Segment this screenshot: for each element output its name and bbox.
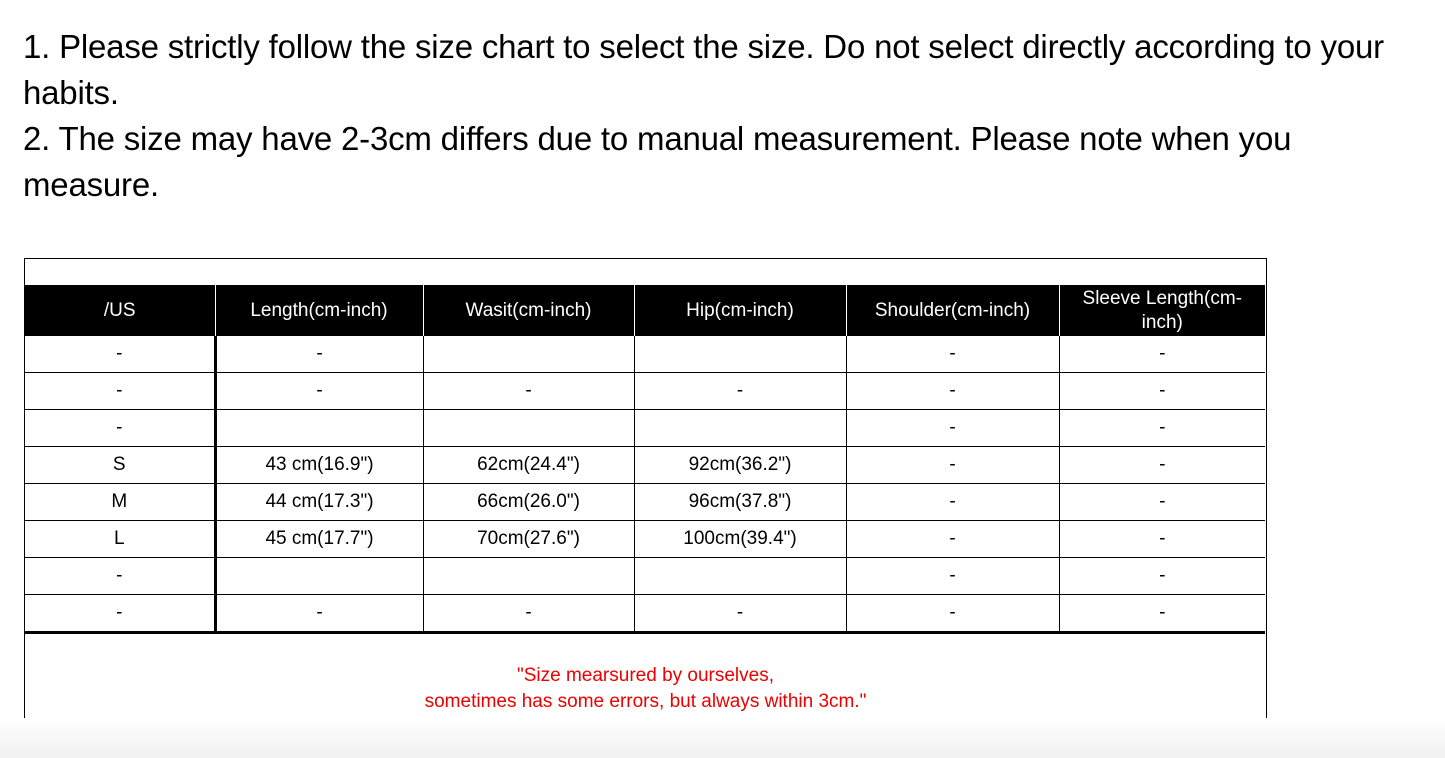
cell-waist [423,558,634,595]
cell-length [215,558,423,595]
cell-size: L [25,521,215,558]
cell-shoulder: - [846,558,1059,595]
cell-hip [634,558,846,595]
size-chart [24,258,1267,741]
cell-shoulder: - [846,595,1059,633]
instructions [23,24,1428,208]
note-line-2: sometimes has some errors, but always within 3cm." [424,691,867,712]
table-row [25,558,1265,595]
cell-length [215,410,423,447]
cell-sleeve: - [1059,410,1265,447]
cell-waist [423,410,634,447]
cell-hip: - [634,373,846,410]
size-table [25,285,1265,634]
cell-shoulder: - [846,447,1059,484]
cell-waist: - [423,595,634,633]
cell-length: - [215,373,423,410]
cell-length: 43 cm(16.9") [215,447,423,484]
table-row [25,336,1265,373]
cell-shoulder: - [846,521,1059,558]
table-row [25,595,1265,633]
header-length: Length(cm-inch) [215,285,423,336]
cell-size: - [25,336,215,373]
table-row [25,373,1265,410]
table-header-row [25,285,1265,336]
cell-sleeve: - [1059,521,1265,558]
cell-sleeve: - [1059,336,1265,373]
table-row [25,410,1265,447]
cell-waist: 62cm(24.4") [423,447,634,484]
header-hip: Hip(cm-inch) [634,285,846,336]
cell-waist [423,336,634,373]
cell-hip: 92cm(36.2") [634,447,846,484]
cell-hip: - [634,595,846,633]
cell-sleeve: - [1059,595,1265,633]
table-row [25,447,1265,484]
cell-size: - [25,595,215,633]
measurement-note [25,663,1266,715]
header-sleeve-length: Sleeve Length(cm-inch) [1059,285,1265,336]
cell-hip [634,336,846,373]
cell-length: - [215,336,423,373]
cell-shoulder: - [846,373,1059,410]
cell-size: - [25,410,215,447]
table-row [25,521,1265,558]
cell-waist: 70cm(27.6") [423,521,634,558]
header-us: /US [25,285,215,336]
cell-waist: 66cm(26.0") [423,484,634,521]
cell-size: - [25,373,215,410]
note-line-1: "Size mearsured by ourselves, [516,665,775,686]
instruction-line-1: 1. Please strictly follow the size chart to select the size. Do not select directly according to your habits. [23,28,1384,111]
cell-waist: - [423,373,634,410]
cell-shoulder: - [846,336,1059,373]
cell-length: - [215,595,423,633]
cell-size: S [25,447,215,484]
cell-sleeve: - [1059,558,1265,595]
instruction-line-2: 2. The size may have 2-3cm differs due to manual measurement. Please note when you measure. [23,120,1292,203]
table-row [25,484,1265,521]
cell-length: 45 cm(17.7") [215,521,423,558]
cell-size: M [25,484,215,521]
cell-hip: 100cm(39.4") [634,521,846,558]
cell-size: - [25,558,215,595]
cell-hip [634,410,846,447]
cell-shoulder: - [846,484,1059,521]
cell-shoulder: - [846,410,1059,447]
bottom-fade [0,718,1445,758]
cell-sleeve: - [1059,373,1265,410]
header-waist: Wasit(cm-inch) [423,285,634,336]
cell-sleeve: - [1059,484,1265,521]
cell-hip: 96cm(37.8") [634,484,846,521]
header-shoulder: Shoulder(cm-inch) [846,285,1059,336]
cell-length: 44 cm(17.3") [215,484,423,521]
cell-sleeve: - [1059,447,1265,484]
